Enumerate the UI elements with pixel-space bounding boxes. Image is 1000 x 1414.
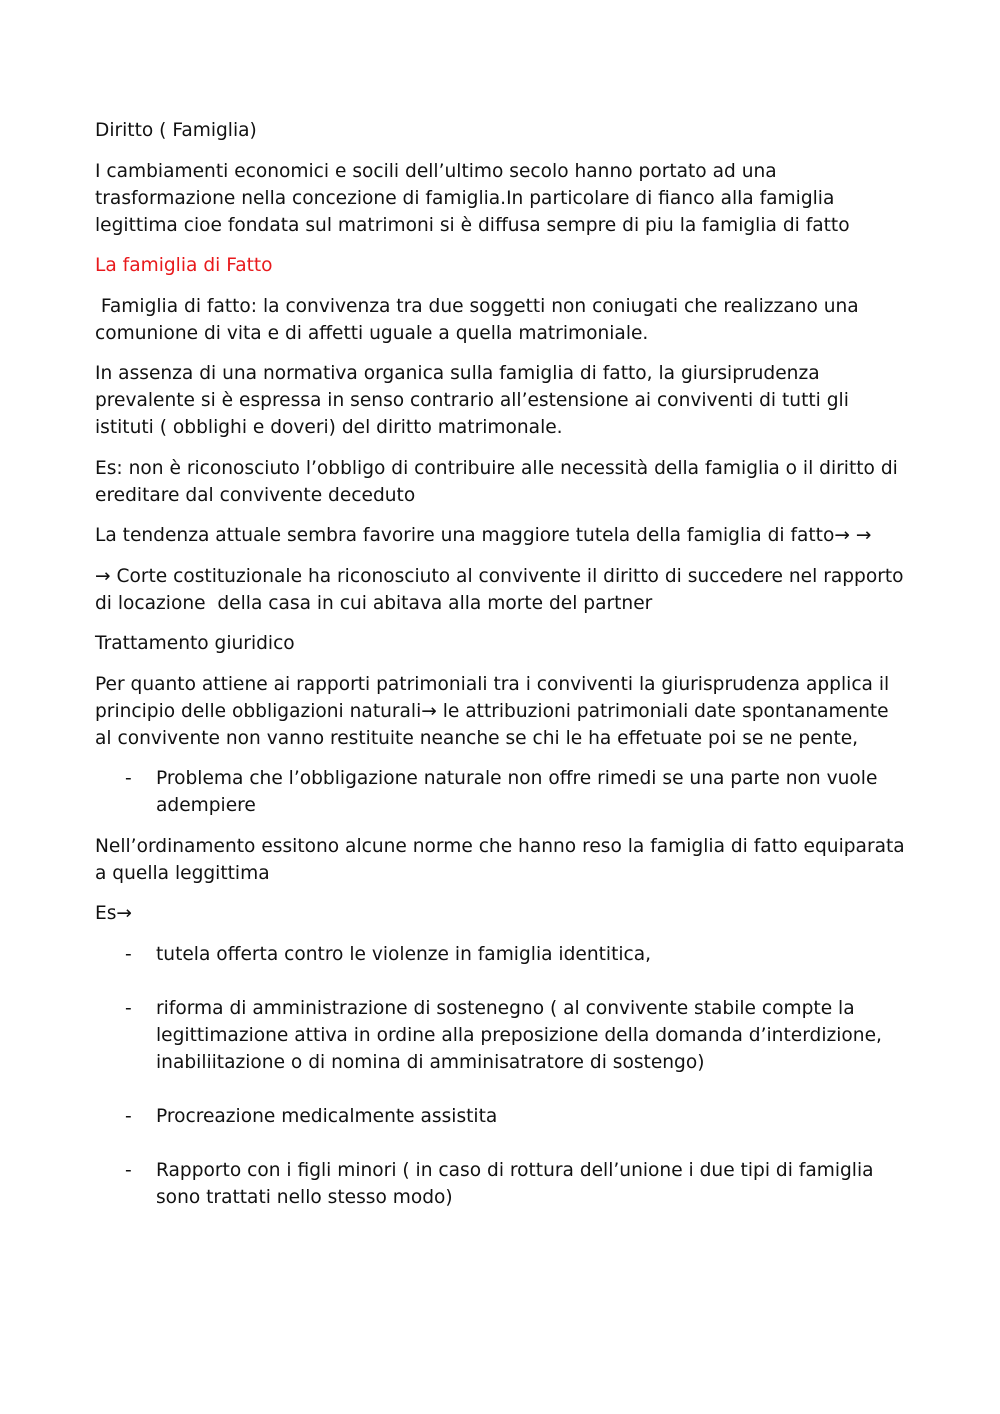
problema-list (95, 765, 910, 819)
dash-marker: - (125, 768, 132, 789)
trattamento-heading: Trattamento giuridico (95, 633, 295, 654)
section-heading-famiglia-di-fatto: La famiglia di Fatto (95, 255, 273, 276)
assenza-paragraph: In assenza di una normativa organica sulla famiglia di fatto, la giursiprudenza prevalente si è espressa in senso contrario all’estensione ai conviventi di tutti gli istituti ( obblighi e doveri) del diritto matrimonale. (95, 363, 855, 438)
esempio-paragraph: Es: non è riconosciuto l’obbligo di contribuire alle necessità della famiglia o il diritto di ereditare dal convivente deceduto (95, 457, 904, 506)
dash-marker: - (125, 943, 132, 965)
tendenza-paragraph: La tendenza attuale sembra favorire una maggiore tutela della famiglia di fatto→ → (95, 525, 872, 546)
dash-marker: - (125, 1159, 132, 1181)
document-page (95, 117, 910, 1224)
intro-paragraph: I cambiamenti economici e socili dell’ultimo secolo hanno portato ad una trasformazione nella concezione di famiglia.In particolare di fianco alla famiglia legittima cioe fondata sul matrimoni si è diffusa sempre di piu la famiglia di fatto (95, 160, 850, 236)
dash-marker: - (125, 1105, 132, 1127)
es-label: Es→ (95, 903, 133, 924)
list-item-text: tutela offerta contro le violenze in famiglia identitica, (156, 943, 652, 965)
list-item (95, 1103, 910, 1130)
corte-paragraph: → Corte costituzionale ha riconosciuto al convivente il diritto di succedere nel rapporto di locazione della casa in cui abitava alla morte del partner (95, 565, 910, 614)
list-item-text: Rapporto con i figli minori ( in caso di rottura dell’unione i due tipi di famiglia sono trattati nello stesso modo) (156, 1159, 874, 1208)
list-item (95, 995, 910, 1076)
definition-paragraph: Famiglia di fatto: la convivenza tra due soggetti non coniugati che realizzano una comunione di vita e di affetti uguale a quella matrimoniale. (95, 295, 865, 344)
dash-marker: - (125, 997, 132, 1019)
list-item (95, 941, 910, 968)
list-item (95, 765, 910, 819)
list-item-text: Procreazione medicalmente assistita (156, 1105, 498, 1127)
list-item (95, 1157, 910, 1211)
ordinamento-paragraph: Nell’ordinamento essitono alcune norme che hanno reso la famiglia di fatto equiparata a quella leggittima (95, 835, 911, 884)
rapporti-paragraph: Per quanto attiene ai rapporti patrimoniali tra i conviventi la giurisprudenza applica il principio delle obbligazioni naturali→ le attribuzioni patrimoniali date spontanamente al convivente non vanno restituite neanche se chi le ha effetuate poi se ne pente, (95, 673, 896, 749)
list-item-text: riforma di amministrazione di sostenegno ( al convivente stabile compte la legittimazione attiva in ordine alla preposizione della domanda d’interdizione, inabiliitazione o di nomina di amminisatratore di sostengo) (156, 997, 882, 1073)
list-item-text: Problema che l’obbligazione naturale non offre rimedi se una parte non vuole adempiere (156, 768, 878, 816)
es-list (95, 941, 910, 1211)
document-title: Diritto ( Famiglia) (95, 120, 257, 141)
